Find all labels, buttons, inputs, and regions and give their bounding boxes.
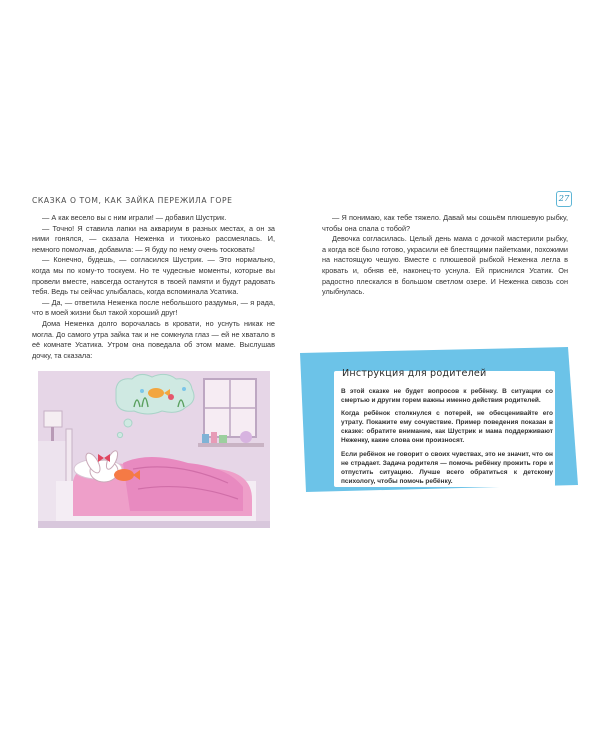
left-text-column [32, 213, 275, 361]
paragraph: — Точно! Я ставила лапки на аквариум в разных местах, а он за ними гонялся, — сказала Неженка и тихонько рассмеялась. И, немного помолчав, добавила: — Я буду по нему очень тосковать! [32, 223, 275, 254]
right-text-column [322, 213, 568, 298]
instruction-paragraph: Если ребёнок не говорит о своих чувствах, это не значит, что он не страдает. Задача родителя — помочь ребёнку прожить горе и отпустить ситуацию. Лучше всего обратиться к детскому психологу, чтобы помочь ребёнку. [341, 450, 553, 485]
story-illustration [38, 371, 270, 528]
paragraph: — Конечно, будешь, — согласился Шустрик. — Это нормально, когда мы по кому-то тоскуем. Но те чудесные моменты, которые вы провели вместе, навсегда останутся в твоей памяти и будут радовать тебя. Ведь ты сейчас улыбалась, когда вспоминала Усатика. [32, 255, 275, 297]
instruction-body [341, 387, 553, 490]
paragraph: — Да, — ответила Неженка после небольшого раздумья, — я рада, что в моей жизни был такой хороший друг! [32, 297, 275, 318]
instruction-title: Инструкция для родителей [342, 368, 487, 379]
paragraph: Дома Неженка долго ворочалась в кровати, но уснуть никак не могла. До самого утра зайка так и не сомкнула глаз — ей не хватало в её комнате Усатика. Утром она поведала об этом маме. Выслушав дочку, та сказала: [32, 318, 275, 360]
paragraph: — А как весело вы с ним играли! — добавил Шустрик. [42, 213, 227, 222]
paragraph: Девочка согласилась. Целый день мама с дочкой мастерили рыбку, а когда всё было готово, украсили её блестящими пайетками, похожими на настоящую чешую. Вместе с плюшевой рыбкой Неженка легла в кровать и, обняв её, наконец-то уснула. Ей приснился Усатик. Он радостно плескался в большом светлом озере. И Неженка сквозь сон улыбнулась. [322, 234, 568, 297]
instruction-paragraph: Когда ребёнок столкнулся с потерей, не обесценивайте его утрату. Покажите ему сочувствие. Пример поведения показан в сказке: обратите внимание, как Шустрик и мама поддерживают Неженку, какие слова они произносят. [341, 410, 553, 445]
parents-instruction-box [300, 347, 578, 492]
paragraph: — Я понимаю, как тебе тяжело. Давай мы сошьём плюшевую рыбку, чтобы она спала с тобой? [322, 213, 568, 233]
instruction-paragraph: В этой сказке не будет вопросов к ребёнку. В ситуации со смертью и другим горем важны именно действия родителей. [341, 388, 553, 405]
running-title: СКАЗКА О ТОМ, КАК ЗАЙКА ПЕРЕЖИЛА ГОРЕ [32, 196, 233, 205]
page-number: 27 [556, 191, 572, 207]
page-header [32, 194, 572, 210]
bedroom-scene-image [38, 371, 270, 528]
